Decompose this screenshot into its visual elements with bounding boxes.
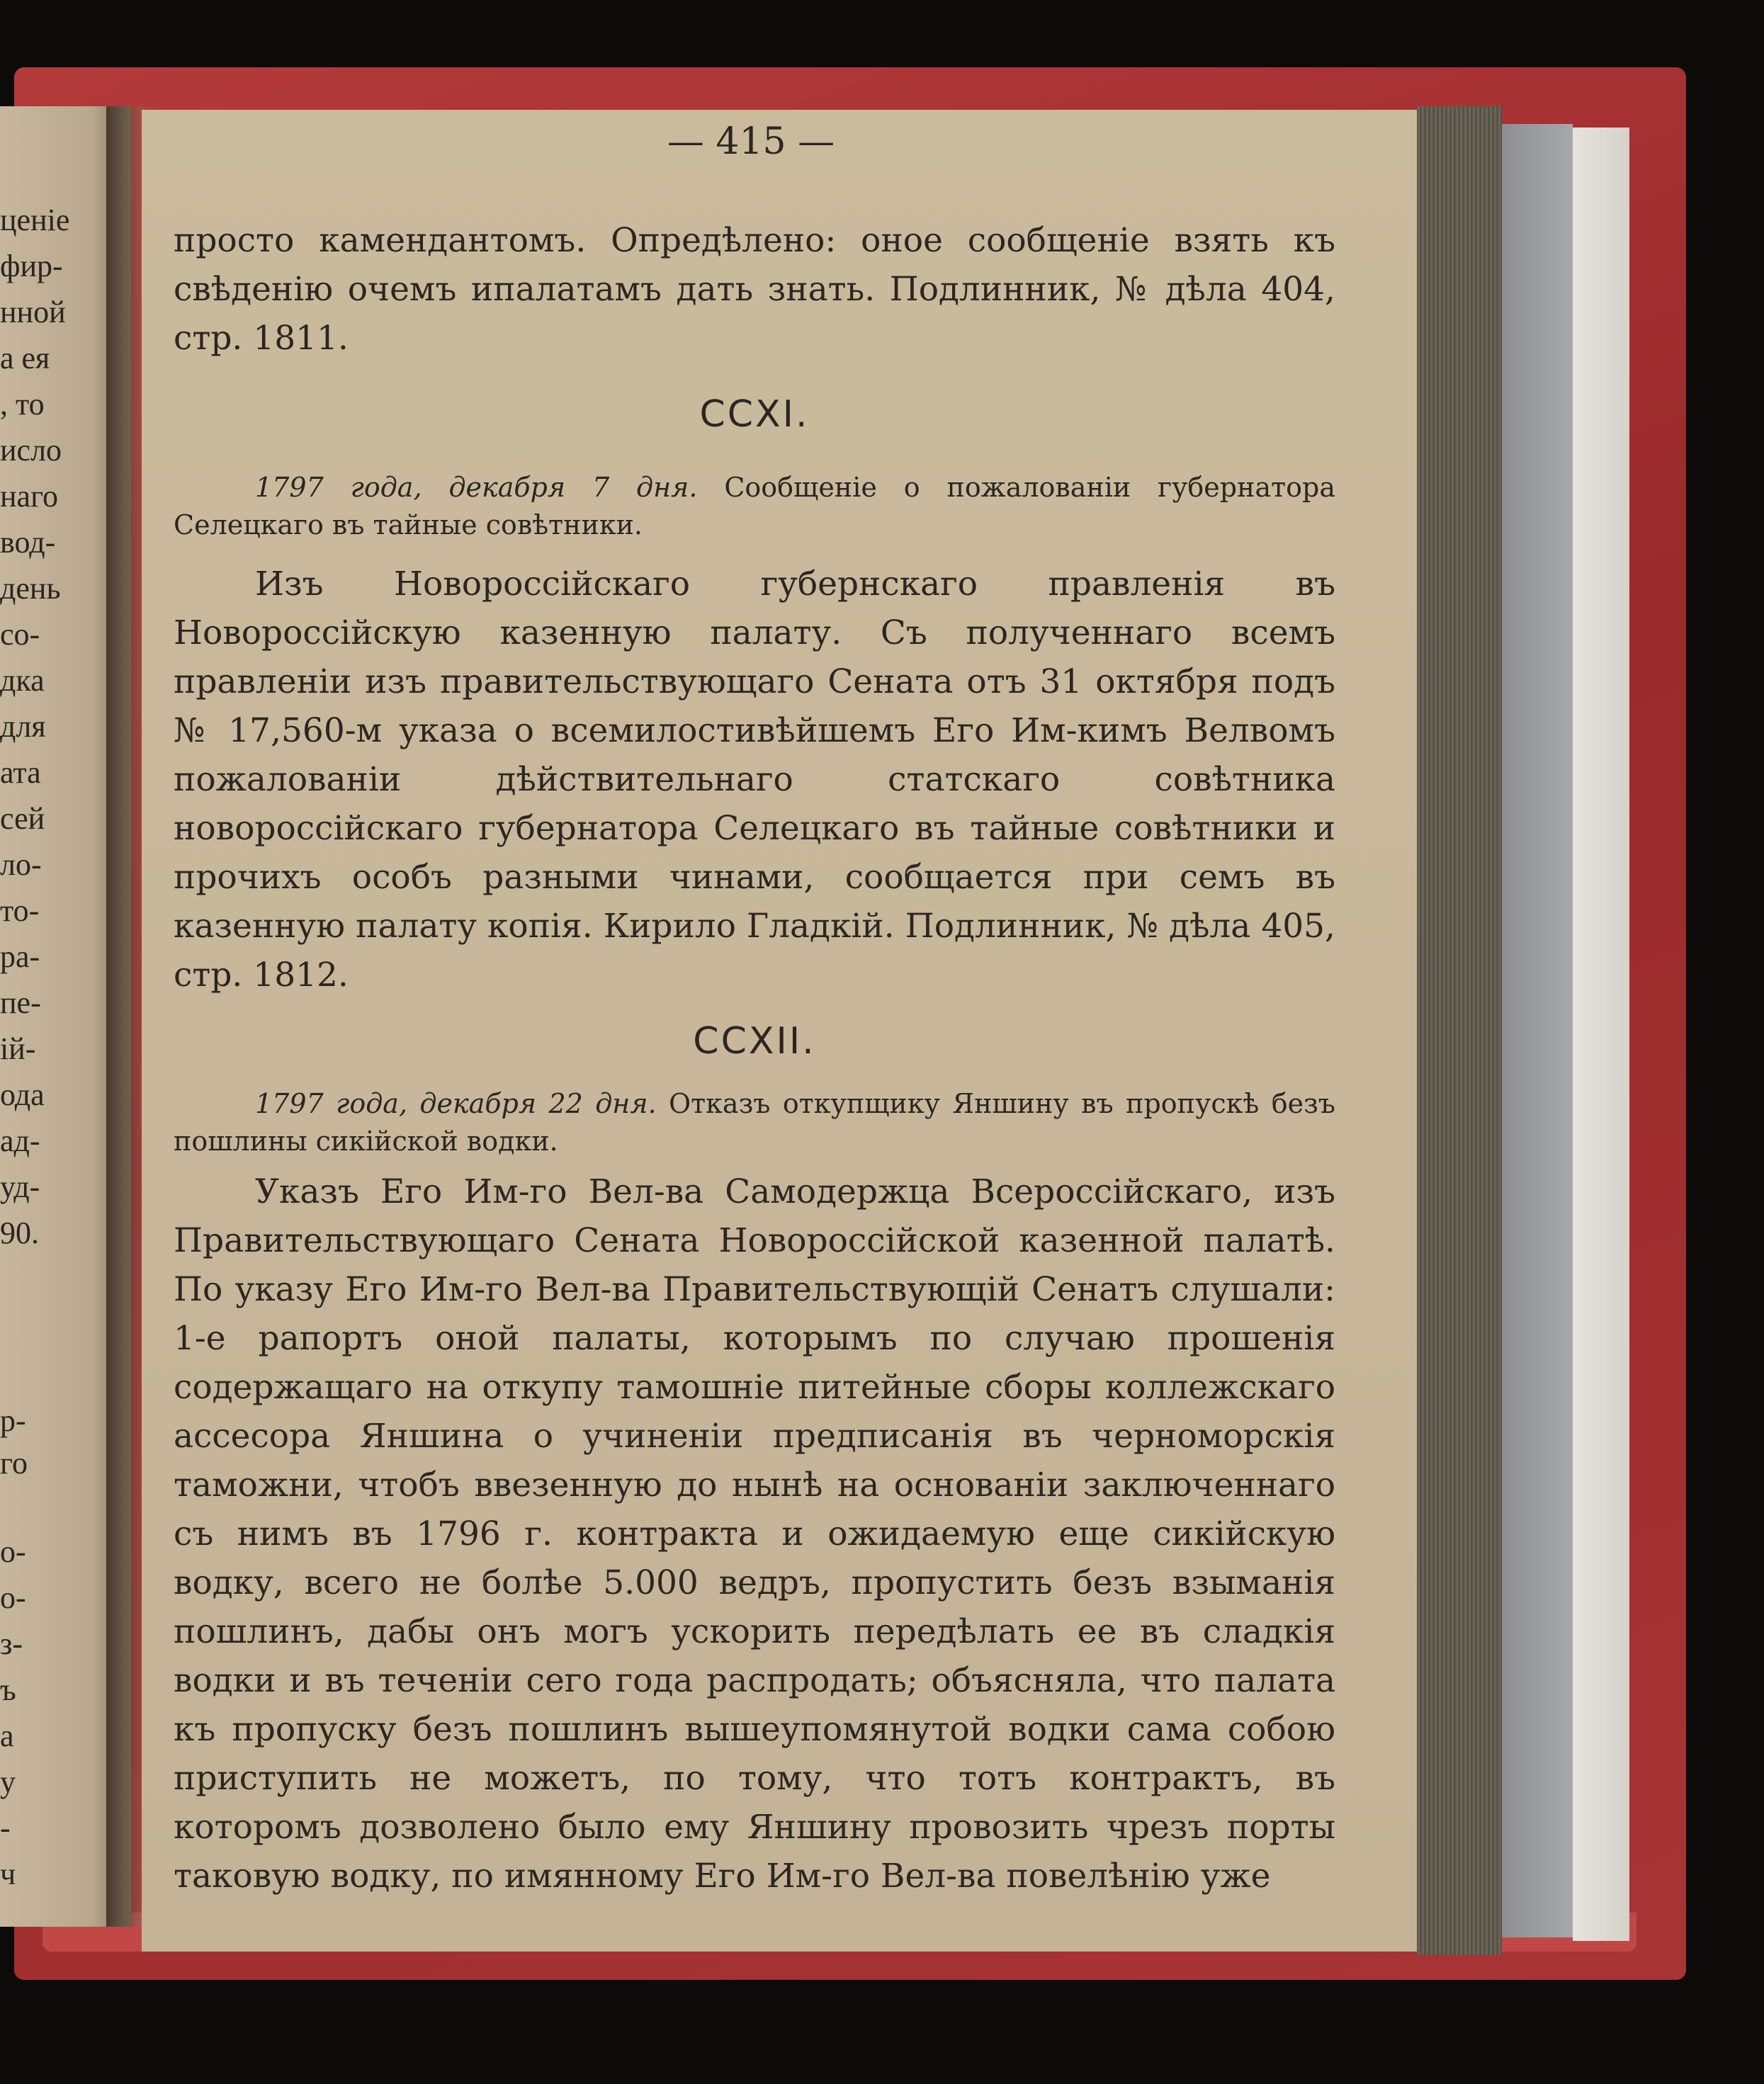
left-page-fragment: то- <box>0 893 40 928</box>
section-heading-ccxii: CCXII. <box>693 1020 816 1063</box>
left-page-fragment: пе- <box>0 985 41 1020</box>
page-number: — 415 — <box>667 120 835 163</box>
left-page-fragment: , то <box>0 387 45 421</box>
summary-date: 1797 года, декабря 22 дня. <box>255 1088 657 1119</box>
section-summary-ccxii <box>174 1085 1335 1160</box>
left-page-fragment: ода <box>0 1077 45 1112</box>
left-page-fragment: исло <box>0 433 62 468</box>
left-page-fragment: уд- <box>0 1170 40 1204</box>
summary-date: 1797 года, декабря 7 дня. <box>255 472 698 503</box>
left-page-fragment: ъ <box>0 1672 16 1707</box>
left-page-fragment: для <box>0 709 46 744</box>
left-page-fragment: го <box>0 1446 28 1480</box>
left-page-fragment: ад- <box>0 1123 40 1158</box>
section-heading-ccxi: CCXI. <box>699 393 810 436</box>
section-body-ccxii: Указъ Его Им-го Вел-ва Самодержца Всероссійскаго, изъ Правительствующаго Сената Новороссійской казенной палатѣ. По указу Его Им-го Вел-ва Правительствующій Сенатъ слушали: 1-е рапортъ оной палаты, которымъ по случаю прошенія содержащаго на откупу тамошніе питейные сборы коллежскаго ассесора Яншина о учиненіи предписанія въ черноморскія таможни, чтобъ ввезенную до нынѣ на основаніи заключеннаго съ нимъ въ 1796 г. контракта и ожидаемую еще сикійскую водку, всего не болѣе 5.000 ведръ, пропустить безъ взыманія пошлинъ, дабы онъ могъ ускорить передѣлать ее въ сладкія водки и въ теченіи сего года распродать; объясняла, что палата къ пропуску безъ пошлинъ вышеупомянутой водки сама собою приступить не можетъ, по тому, что тотъ контрактъ, въ которомъ дозволено было ему Яншину провозить чрезъ порты таковую водку, по имянному Его Им-го Вел-ва повелѣнію уже <box>174 1172 1335 1896</box>
section-body-ccxi: Изъ Новороссійскаго губернскаго правленія въ Новороссійскую казенную палату. Съ полученнаго всемъ правленіи изъ правительствующаго Сената отъ 31 октября подъ № 17,560-м указа о всемилостивѣйшемъ Его Им-кимъ Велвомъ пожалованіи дѣйствительнаго статскаго совѣтника новороссійскаго губернатора Селецкаго въ тайные совѣтники и прочихъ особъ разными чинами, сообщается при семъ въ казенную палату копія. Кирило Гладкій. Подлинник, № дѣла 405, стр. 1812. <box>174 565 1335 995</box>
left-page-fragment: ій- <box>0 1031 36 1066</box>
left-page-fragment: ата <box>0 755 41 790</box>
left-page-fragment: 90. <box>0 1216 39 1250</box>
left-page-fragment: нной <box>0 295 66 329</box>
grey-endpaper <box>1502 124 1573 1937</box>
summary-text: Сообщеніе о пожалованіи губернатора Селецкаго въ тайные совѣтники. <box>174 472 1335 540</box>
page-edges <box>1417 106 1502 1955</box>
left-page-fragment: а ея <box>0 341 50 375</box>
continuation-paragraph: просто камендантомъ. Опредѣлено: оное сообщеніе взять къ свѣденію очемъ ипалатамъ дать знать. Подлинник, № дѣла 404, стр. 1811. <box>174 221 1335 358</box>
left-page-fragment: наго <box>0 479 59 514</box>
left-page-fragment: а <box>0 1718 14 1753</box>
left-page-fragment: сей <box>0 801 45 836</box>
left-page-fragment: ра- <box>0 939 40 974</box>
left-page-fragment: - <box>0 1811 11 1845</box>
left-page-fragment: ло- <box>0 847 42 882</box>
left-page-fragment: о- <box>0 1534 26 1569</box>
left-page-fragment: о- <box>0 1580 26 1615</box>
white-sheet <box>1573 128 1629 1941</box>
left-page-fragment: со- <box>0 617 40 652</box>
left-page-fragment: день <box>0 571 61 606</box>
left-page-fragment: з- <box>0 1626 23 1661</box>
section-summary-ccxi <box>174 469 1335 544</box>
left-page-fragment: фир- <box>0 249 63 283</box>
left-page-fragment: ч <box>0 1857 16 1891</box>
left-page-fragment: р- <box>0 1403 26 1438</box>
left-page-fragment: у <box>0 1765 16 1799</box>
left-page-fragment: вод- <box>0 525 56 560</box>
left-page-fragment: дка <box>0 663 45 698</box>
summary-text: Отказъ откупщику Яншину въ пропускѣ безъ пошлины сикійской водки. <box>174 1088 1335 1157</box>
left-page-fragment: ценіе <box>0 203 70 237</box>
